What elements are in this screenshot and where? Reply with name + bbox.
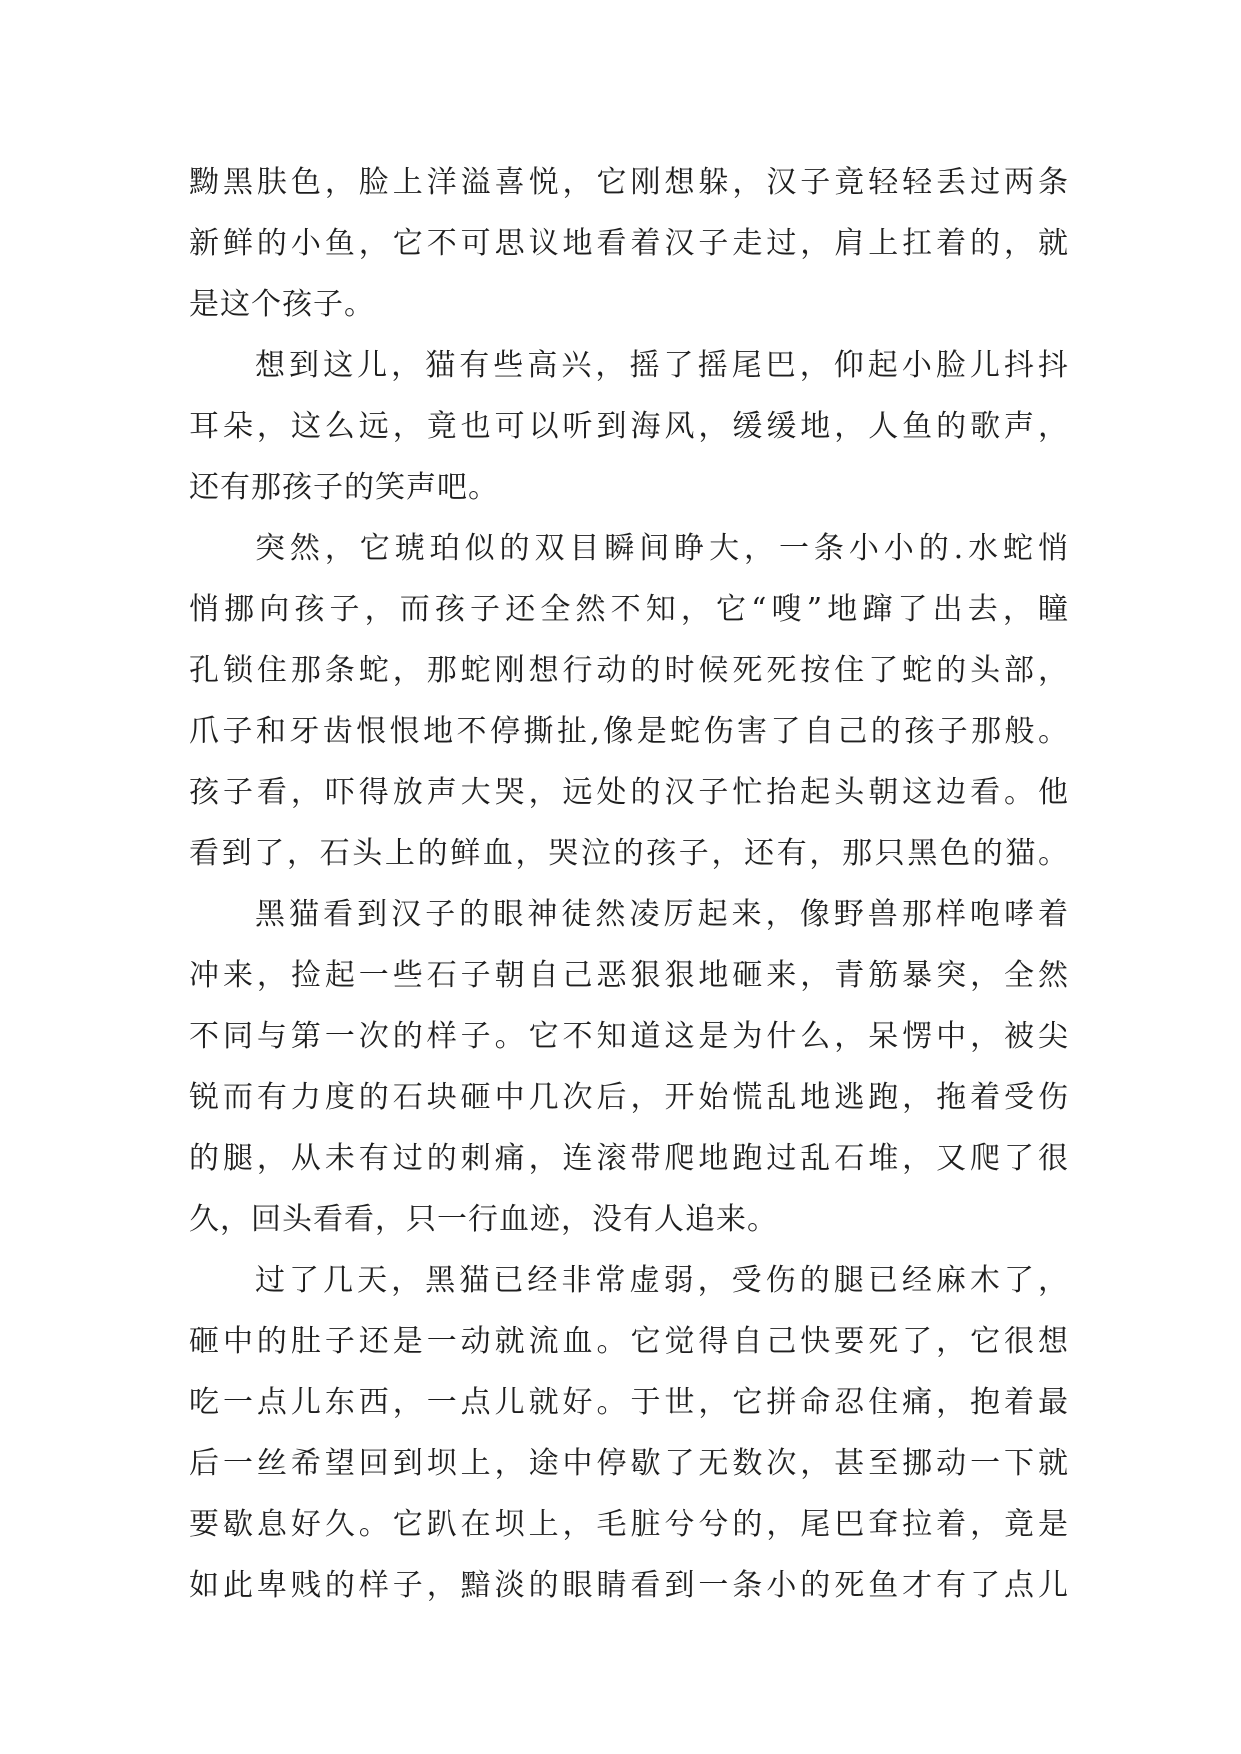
text-line: 砸中的肚子还是一动就流血。它觉得自己快要死了，它很想	[189, 1324, 1069, 1359]
text-line: 不同与第一次的样子。它不知道这是为什么，呆愣中，被尖	[189, 1019, 1069, 1054]
text-line: 吃一点儿东西，一点儿就好。于世，它拼命忍住痛，抱着最	[189, 1385, 1069, 1420]
text-line: 久，回头看看，只一行血迹，没有人追来。	[189, 1202, 778, 1237]
text-line: 还有那孩子的笑声吧。	[189, 470, 499, 505]
text-line: 孩子看，吓得放声大哭，远处的汉子忙抬起头朝这边看。他	[189, 775, 1069, 810]
text-line: 爪子和牙齿恨恨地不停撕扯,像是蛇伤害了自己的孩子那般。	[189, 714, 1069, 749]
body-text	[189, 152, 1069, 1616]
text-line: 是这个孩子。	[189, 287, 375, 322]
paragraph-first-line: 突然，它琥珀似的双目瞬间睁大，一条小小的.水蛇悄	[255, 531, 1069, 566]
paragraph-first-line: 想到这儿，猫有些高兴，摇了摇尾巴，仰起小脸儿抖抖	[255, 348, 1069, 383]
text-line: 新鲜的小鱼，它不可思议地看着汉子走过，肩上扛着的，就	[189, 226, 1069, 261]
text-line: 黝黑肤色，脸上洋溢喜悦，它刚想躲，汉子竟轻轻丢过两条	[189, 165, 1069, 200]
text-line: 要歇息好久。它趴在坝上，毛脏兮兮的，尾巴耷拉着，竟是	[189, 1507, 1069, 1542]
text-line: 悄挪向孩子，而孩子还全然不知，它“嗖”地蹿了出去，瞳	[189, 592, 1069, 627]
text-line: 的腿，从未有过的刺痛，连滚带爬地跑过乱石堆，又爬了很	[189, 1141, 1069, 1176]
paragraph-first-line: 黑猫看到汉子的眼神徒然凌厉起来，像野兽那样咆哮着	[255, 897, 1069, 932]
text-line: 锐而有力度的石块砸中几次后，开始慌乱地逃跑，拖着受伤	[189, 1080, 1069, 1115]
text-line: 孔锁住那条蛇，那蛇刚想行动的时候死死按住了蛇的头部，	[189, 653, 1069, 688]
text-line: 如此卑贱的样子，黯淡的眼睛看到一条小的死鱼才有了点儿	[189, 1568, 1069, 1603]
paragraph-first-line: 过了几天，黑猫已经非常虚弱，受伤的腿已经麻木了，	[255, 1263, 1069, 1298]
text-line: 看到了，石头上的鲜血，哭泣的孩子，还有，那只黑色的猫。	[189, 836, 1069, 871]
text-line: 耳朵，这么远，竟也可以听到海风，缓缓地，人鱼的歌声，	[189, 409, 1069, 444]
text-line: 后一丝希望回到坝上，途中停歇了无数次，甚至挪动一下就	[189, 1446, 1069, 1481]
text-line: 冲来，捡起一些石子朝自己恶狠狠地砸来，青筋暴突，全然	[189, 958, 1069, 993]
